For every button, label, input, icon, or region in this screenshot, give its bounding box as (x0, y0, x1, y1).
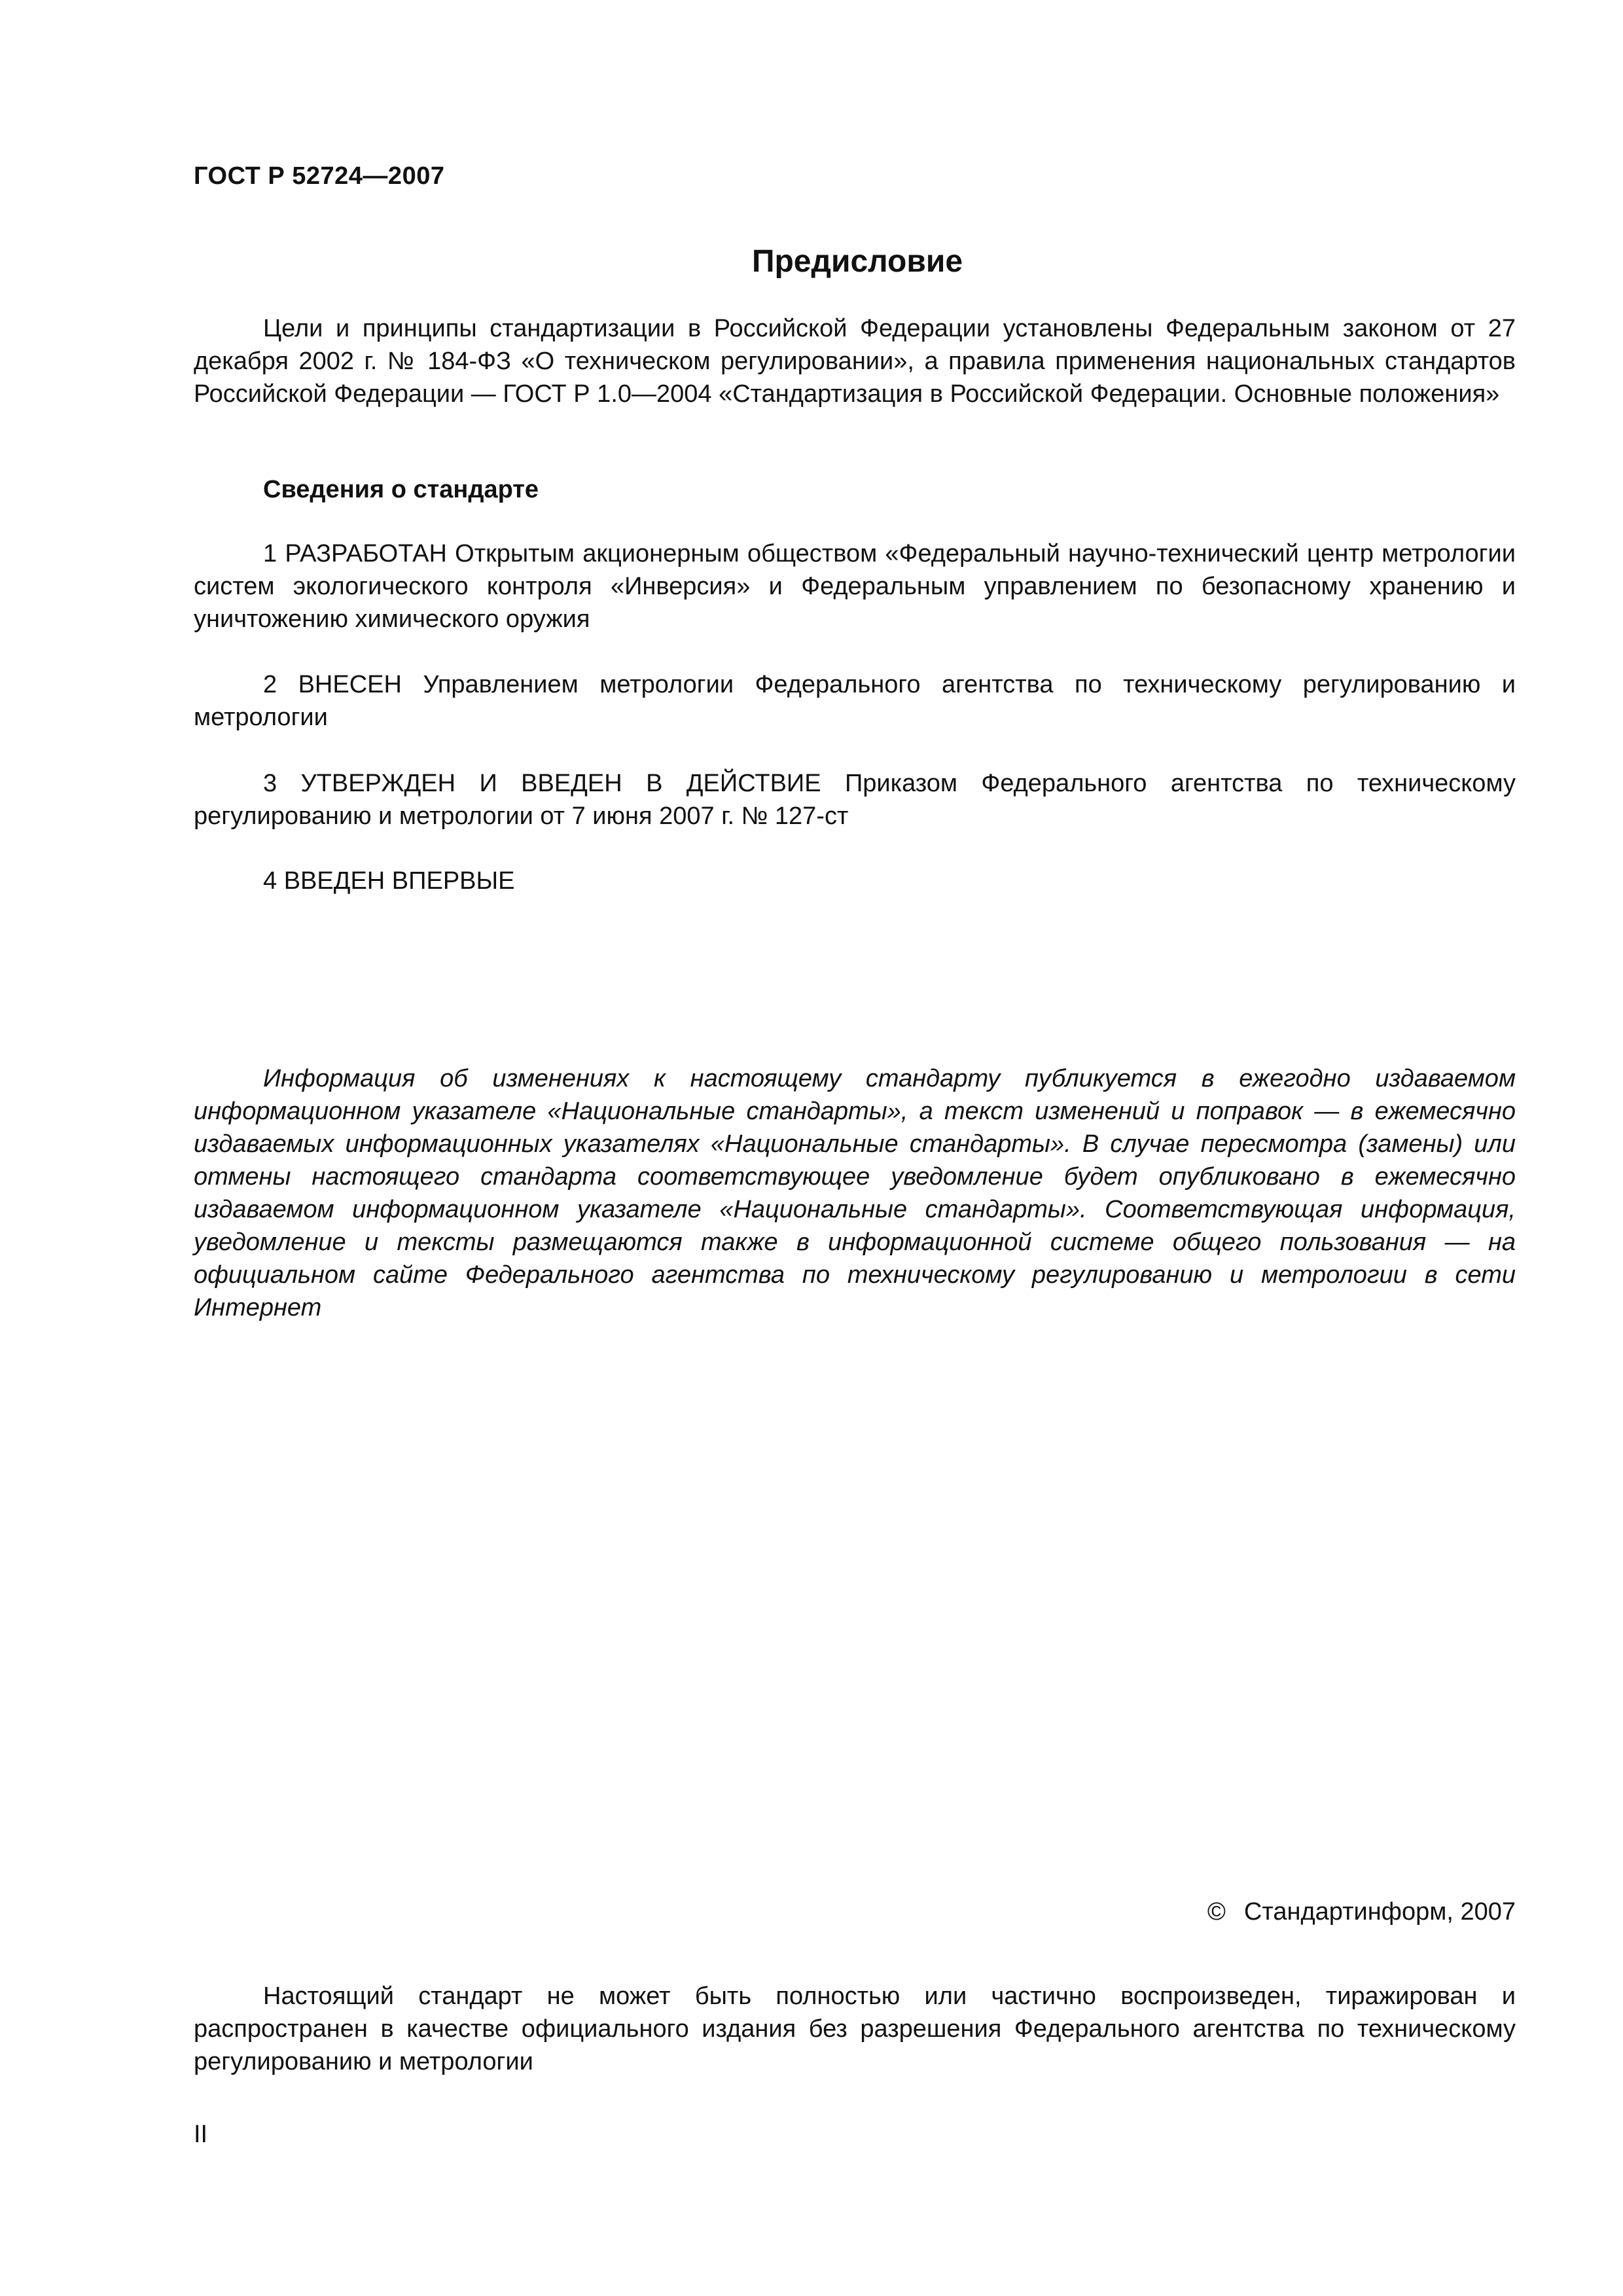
info-item-submitted: 2 ВНЕСЕН Управлением метрологии Федерального агентства по техническому регулированию и метрологии (194, 671, 1516, 731)
info-item-introduced: 4 ВВЕДЕН ВПЕРВЫЕ (263, 867, 515, 895)
changes-notice-paragraph: Информация об изменениях к настоящему стандарту публикуется в ежегодно издаваемом информационном указателе «Национальные стандарты», а текст изменений и поправок — в ежемесячно издаваемых информационных указателях «Национальные стандарты». В случае пересмотра (замены) или отмены настоящего стандарта соответствующее уведомление будет опубликовано в ежемесячно издаваемом информационном указателе «Национальные стандарты». Соответствующая информация, уведомление и тексты размещаются также в информационной системе общего пользования — на официальном сайте Федерального агентства по техническому регулированию и метрологии в сети Интернет (194, 1065, 1516, 1321)
copyright-holder: Стандартинформ, 2007 (1243, 1898, 1516, 1926)
copyright-line (1207, 1898, 1516, 1926)
document-designation: ГОСТ Р 52724—2007 (194, 162, 445, 190)
copyright-symbol: © (1207, 1898, 1226, 1926)
info-item-developed: 1 РАЗРАБОТАН Открытым акционерным обществом «Федеральный научно-технический центр метрологии систем экологического контроля «Инверсия» и Федеральным управлением по безопасному хранению и уничтожению химического оружия (194, 540, 1516, 633)
standard-info-heading: Сведения о стандарте (263, 476, 539, 503)
preface-intro-paragraph: Цели и принципы стандартизации в Российской Федерации установлены Федеральным законом от 27 декабря 2002 г. № 184-ФЗ «О техническом регулировании», а правила применения национальных стандартов Российской Федерации — ГОСТ Р 1.0—2004 «Стандартизация в Российской Федерации. Основные положения» (194, 315, 1516, 408)
info-item-approved: 3 УТВЕРЖДЕН И ВВЕДЕН В ДЕЙСТВИЕ Приказом Федерального агентства по техническому регулированию и метрологии от 7 июня 2007 г. № 127-ст (194, 770, 1516, 830)
preface-title: Предисловие (751, 244, 963, 279)
reproduction-notice-paragraph: Настоящий стандарт не может быть полностью или частично воспроизведен, тиражирован и распространен в качестве официального издания без разрешения Федерального агентства по техническому регулированию и метрологии (194, 1982, 1516, 2075)
page-number: II (194, 2121, 208, 2148)
